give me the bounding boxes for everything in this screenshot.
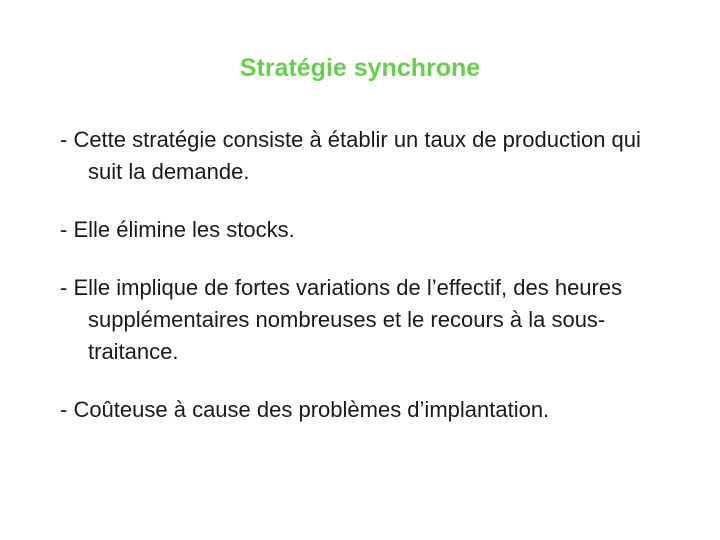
bullet-list: [60, 124, 680, 452]
slide-title: Stratégie synchrone: [239, 54, 481, 82]
bullet-item: - Elle implique de fortes variations de l’effectif, des heures supplémentaires nombreuses et le recours à la sous-traitance.: [60, 275, 623, 364]
bullet-item: - Coûteuse à cause des problèmes d’implantation.: [60, 397, 550, 422]
bullet-item: - Cette stratégie consiste à établir un taux de production qui suit la demande.: [60, 127, 641, 184]
bullet-item: - Elle élimine les stocks.: [60, 217, 295, 242]
